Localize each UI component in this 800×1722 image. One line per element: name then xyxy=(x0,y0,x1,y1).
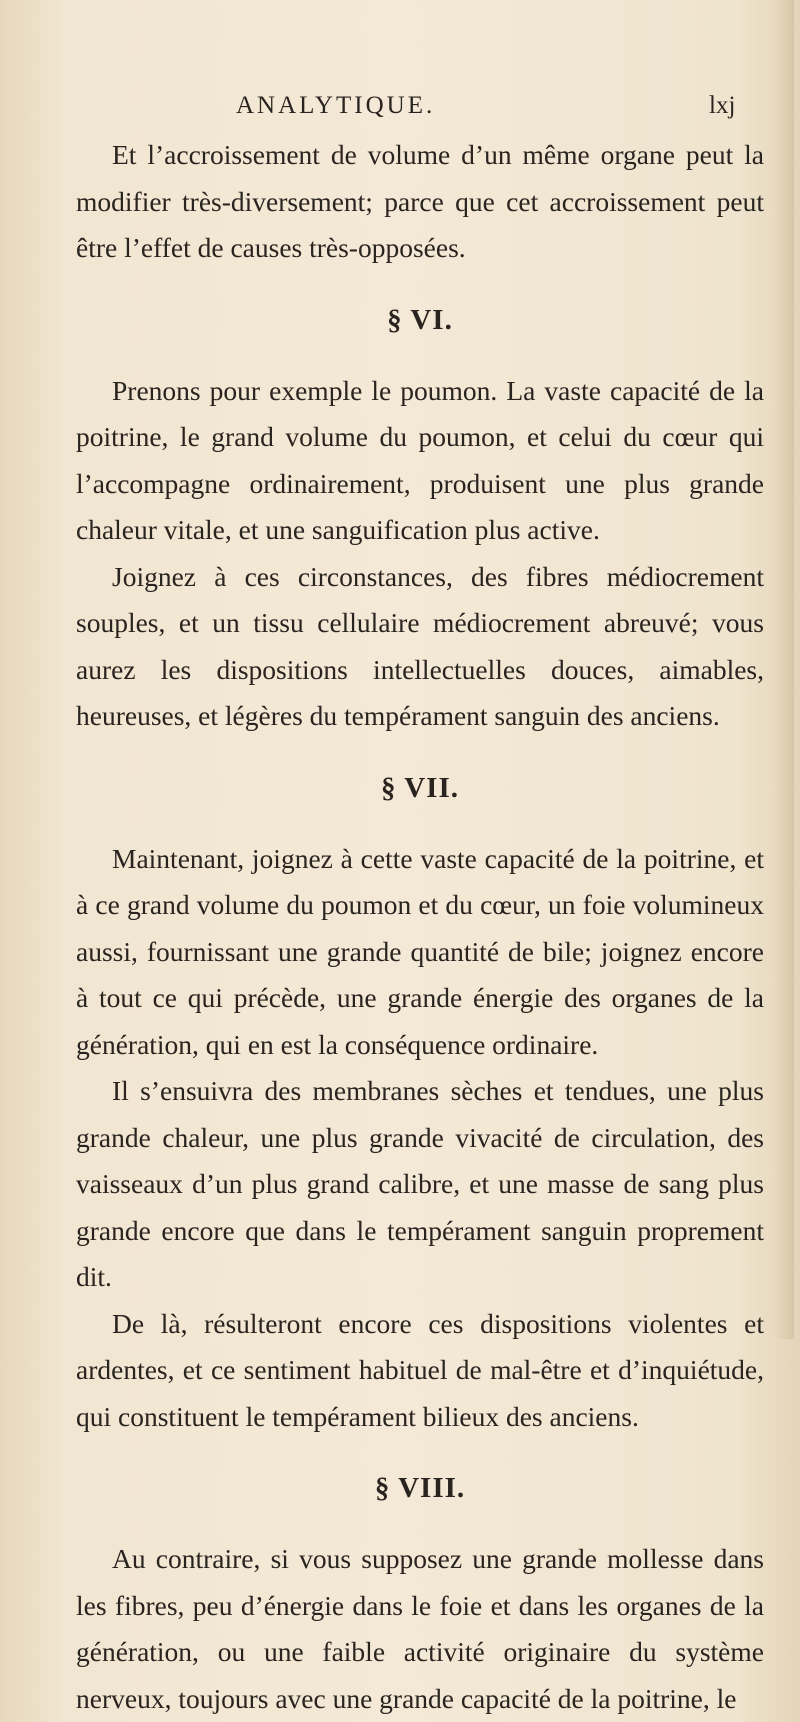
running-head xyxy=(0,92,800,126)
paragraph: Il s’ensuivra des membranes sèches et tendues, une plus grande chaleur, une plus grande vivacité de circulation, des vaisseaux d’un plus grand calibre, et une masse de sang plus grande encore que dans le tempérament sanguin proprement dit. xyxy=(76,1075,764,1292)
paragraph: Prenons pour exemple le poumon. La vaste capacité de la poitrine, le grand volume du poumon, et celui du cœur qui l’accompagne ordinairement, produisent une plus grande chaleur vitale, et une sanguification plus active. xyxy=(76,374,764,545)
text-body xyxy=(76,132,764,1722)
section-heading-viii: § VIII. xyxy=(374,1472,466,1504)
paragraph: Joignez à ces circonstances, des fibres médiocrement souples, et un tissu cellulaire médiocrement abreuvé; vous aurez les dispositions intellectuelles douces, aimables, heureuses, et légères du tempérament sanguin des anciens. xyxy=(76,560,764,731)
paragraph: Et l’accroissement de volume d’un même organe peut la modifier très-diversement; parce que cet accroissement peut être l’effet de causes très-opposées. xyxy=(76,139,764,263)
paragraph: Au contraire, si vous supposez une grande mollesse dans les fibres, peu d’énergie dans le foie et dans les organes de la génération, ou une faible activité originaire du système nerveux, toujours avec une grande capacité de la poitrine, le xyxy=(76,1543,764,1714)
section-heading-vii: § VII. xyxy=(381,771,459,804)
page-number: lxj xyxy=(709,92,736,119)
page-edge-shadow xyxy=(774,0,794,1339)
paragraph: Maintenant, joignez à cette vaste capacité de la poitrine, et à ce grand volume du poumon et du cœur, un foie volumineux aussi, fournissant une grande quantité de bile; joignez encore à tout ce qui précède, une grande énergie des organes de la génération, qui en est la conséquence ordinaire. xyxy=(76,842,764,1060)
running-title: ANALYTIQUE. xyxy=(236,92,436,119)
paragraph: De là, résulteront encore ces dispositions violentes et ardentes, et ce sentiment habituel de mal-être et d’inquiétude, qui constituent le tempérament bilieux des anciens. xyxy=(76,1307,764,1432)
section-heading-vi: § VI. xyxy=(387,303,453,336)
